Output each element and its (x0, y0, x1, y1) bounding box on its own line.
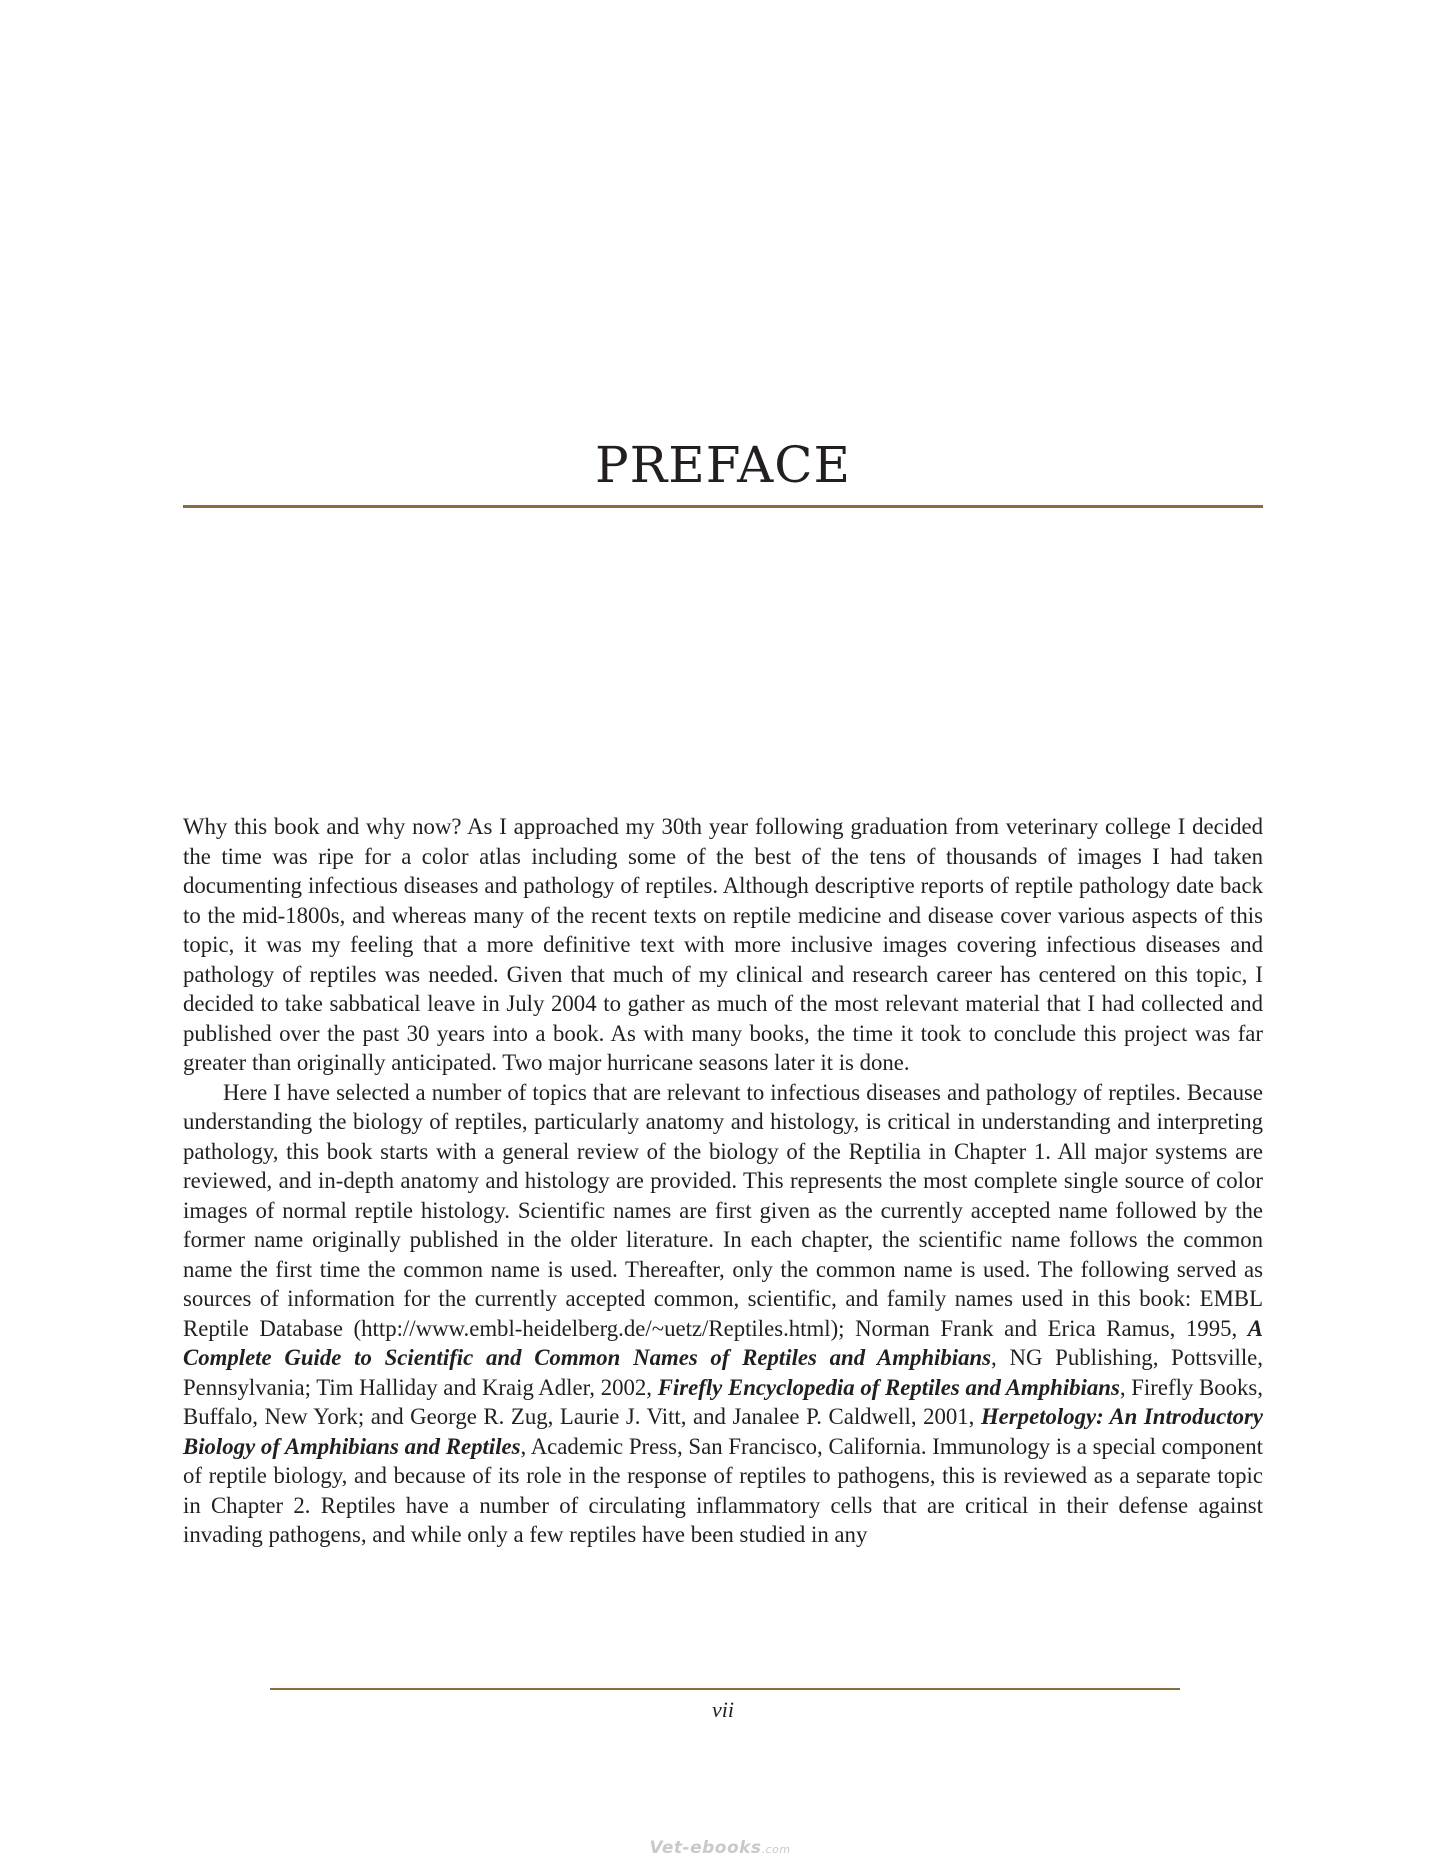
title-rule (183, 505, 1263, 508)
watermark-name: Vet-ebooks (649, 1838, 762, 1858)
paragraph (183, 1078, 1263, 1550)
book-title: Firefly Encyclopedia of Reptiles and Amphibians (657, 1374, 1120, 1400)
footer-rule (270, 1688, 1180, 1690)
book-title: Herpetology: An Introductory Biology of Amphibians and Reptiles (183, 1404, 1263, 1459)
text-run: , Academic Press, San Francisco, California. Immunology is a special component of reptile biology, and because of its role in the response of reptiles to pathogens, this is reviewed as a separate topic in Chapter 2. Reptiles have a number of circulating inflammatory cells that are critical in their defense against invading pathogens, and while only a few reptiles have been studied in any (183, 1433, 1263, 1547)
page-number: vii (712, 1697, 734, 1722)
text-run: Why this book and why now? As I approached my 30th year following graduation from veterinary college I decided the time was ripe for a color atlas including some of the best of the tens of thousands of images I had taken documenting infectious diseases and pathology of reptiles. Although descriptive reports of reptile pathology date back to the mid-1800s, and whereas many of the recent texts on reptile medicine and disease cover various aspects of this topic, it was my feeling that a more definitive text with more inclusive images covering infectious diseases and pathology of reptiles was needed. Given that much of my clinical and research career has centered on this topic, I decided to take sabbatical leave in July 2004 to gather as much of the most relevant material that I had collected and published over the past 30 years into a book. As with many books, the time it took to conclude this project was far greater than originally anticipated. Two major hurricane seasons later it is done. (183, 814, 1263, 1075)
paragraph (183, 812, 1263, 1078)
page-title: PREFACE (595, 436, 851, 494)
watermark-suffix: .com (761, 1843, 791, 1856)
text-run: Here I have selected a number of topics that are relevant to infectious diseases and pathology of reptiles. Because understanding the biology of reptiles, particularly anatomy and histology, is critical in understanding and interpreting pathology, this book starts with a general review of the biology of the Reptilia in Chapter 1. All major systems are reviewed, and in-depth anatomy and histology are provided. This represents the most complete single source of color images of normal reptile histology. Scientific names are first given as the currently accepted name followed by the former name originally published in the older literature. In each chapter, the scientific name follows the common name the first time the common name is used. Thereafter, only the common name is used. The following served as sources of information for the currently accepted common, scientific, and family names used in this book: EMBL Reptile Database (http://www.embl-heidelberg.de/~uetz/Reptiles.html); Norman Frank and Erica Ramus, 1995, (183, 1079, 1263, 1341)
watermark-logo (640, 1838, 800, 1858)
text-run: , Firefly Books, Buffalo, New York; and George R. Zug, Laurie J. Vitt, and Janalee P. Caldwell, 2001, (183, 1374, 1263, 1429)
body-text (183, 812, 1263, 1550)
book-title: A Complete Guide to Scientific and Common Names of Reptiles and Amphibians (183, 1315, 1263, 1370)
text-run: , NG Publishing, Pottsville, Pennsylvania; Tim Halliday and Kraig Adler, 2002, (183, 1345, 1263, 1400)
